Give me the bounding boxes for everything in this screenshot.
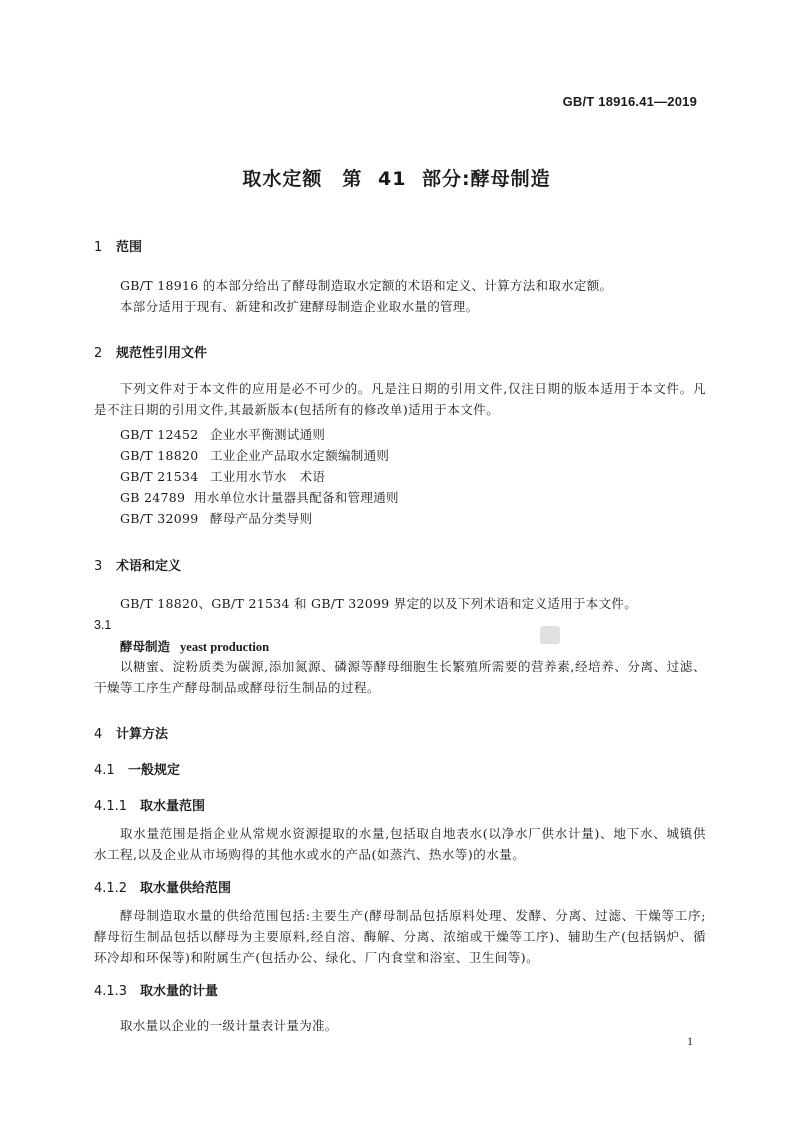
section-number: 3: [94, 559, 103, 574]
reference-item: [120, 509, 312, 527]
subsection-4-1-2-heading: [94, 877, 231, 896]
section-2-heading: [94, 342, 207, 361]
section-title: 计算方法: [116, 727, 169, 742]
paragraph: GB/T 18820、GB/T 21534 和 GB/T 32099 界定的以及下列术语和定义适用于本文件。: [120, 596, 637, 611]
reference-item: [120, 488, 399, 506]
reference-code: GB/T 12452: [120, 427, 199, 442]
section-3-heading: [94, 555, 181, 574]
term-english: yeast production: [180, 640, 270, 654]
reference-title: 用水单位水计量器具配备和管理通则: [194, 490, 399, 505]
section-number: 4: [94, 727, 103, 742]
section-1-heading: [94, 236, 142, 255]
standard-number: GB/T 18916.41—2019: [562, 94, 697, 109]
page-number: 1: [687, 1034, 693, 1048]
term-definition: 以糖蜜、淀粉质类为碳源,添加氮源、磷源等酵母细胞生长繁殖所需要的营养素,经培养、分离、过滤、干燥等工序生产酵母制品或酵母衍生制品的过程。: [94, 659, 706, 695]
reference-item: [120, 467, 325, 485]
section-title: 取水量范围: [140, 799, 206, 814]
term-entry: [120, 637, 269, 655]
paragraph: 取水量范围是指企业从常规水资源提取的水量,包括取自地表水(以净水厂供水计量)、地下水、城镇供水工程,以及企业从市场购得的其他水或水的产品(如蒸汽、热水等)的水量。: [94, 826, 706, 862]
reference-title: 工业用水节水 术语: [210, 469, 326, 484]
reference-item: [120, 446, 389, 464]
reference-title: 企业水平衡测试通则: [210, 427, 326, 442]
section-number: 4.1: [94, 763, 115, 778]
reference-code: GB/T 18820: [120, 448, 199, 463]
reference-code: GB 24789: [120, 490, 186, 505]
term-chinese: 酵母制造: [120, 639, 171, 654]
reference-title: 工业企业产品取水定额编制通则: [210, 448, 390, 463]
subsection-4-1-1-heading: [94, 795, 205, 814]
reference-title: 酵母产品分类导则: [210, 511, 313, 526]
section-title: 取水量供给范围: [140, 881, 232, 896]
scan-mark: [540, 626, 560, 644]
section-number: 1: [94, 240, 103, 255]
section-title: 取水量的计量: [140, 984, 219, 999]
subsection-4-1-3-heading: [94, 980, 218, 999]
reference-code: GB/T 21534: [120, 469, 199, 484]
section-title: 规范性引用文件: [116, 346, 208, 361]
subsection-4-1-heading: [94, 759, 180, 778]
section-number: 4.1.3: [94, 984, 128, 999]
paragraph: 酵母制造取水量的供给范围包括:主要生产(酵母制品包括原料处理、发酵、分离、过滤、干燥等工序;酵母衍生制品包括以酵母为主要原料,经自溶、酶解、分离、浓缩或干燥等工序)、辅助生产(包括锅炉、循环冷却和环保等)和附属生产(包括办公、绿化、厂内食堂和浴室、卫生间等)。: [94, 908, 706, 965]
section-title: 一般规定: [128, 763, 181, 778]
document-title: 取水定额 第 41 部分:酵母制造: [242, 168, 551, 190]
paragraph: 本部分适用于现有、新建和改扩建酵母制造企业取水量的管理。: [120, 299, 479, 314]
section-number: 2: [94, 346, 103, 361]
paragraph: GB/T 18916 的本部分给出了酵母制造取水定额的术语和定义、计算方法和取水定额。: [120, 278, 613, 293]
section-number: 4.1.1: [94, 799, 128, 814]
reference-code: GB/T 32099: [120, 511, 199, 526]
paragraph: 取水量以企业的一级计量表计量为准。: [120, 1018, 338, 1033]
term-number: 3.1: [94, 618, 112, 632]
section-title: 范围: [116, 240, 143, 255]
paragraph: 下列文件对于本文件的应用是必不可少的。凡是注日期的引用文件,仅注日期的版本适用于本文件。凡是不注日期的引用文件,其最新版本(包括所有的修改单)适用于本文件。: [94, 381, 706, 417]
reference-item: [120, 425, 325, 443]
section-number: 4.1.2: [94, 881, 128, 896]
section-title: 术语和定义: [116, 559, 182, 574]
section-4-heading: [94, 723, 168, 742]
